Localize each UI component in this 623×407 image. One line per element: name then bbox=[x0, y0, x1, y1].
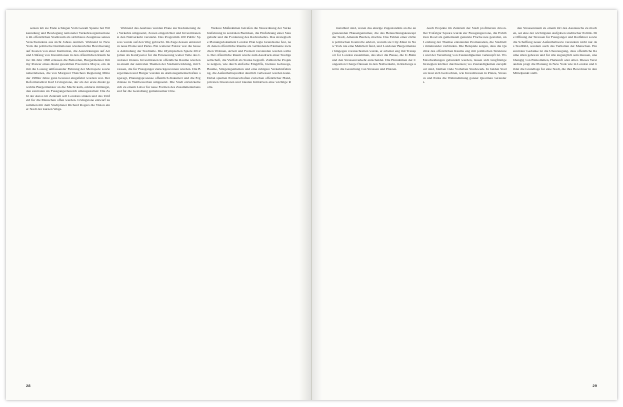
page-number: 28 bbox=[26, 383, 31, 388]
right-page-columns bbox=[332, 26, 597, 366]
paragraph: Auch Projekte im Zentrum der Stadt profitierten davon. Der Trafalgar Square wurde zur Fussgangerzone, die Exhibition Road als gemeinsam genutzte Flache neu gestaltet, und entlang der Themse entstanden Promenaden, die Stadtteile miteinander verbinden. Die Beispiele zeigen, dass die Qualitat des offentlichen Raums eng mit politischen Strukturen und der Verteilung von Zustandigkeiten verknupft ist. Wo Entscheidungen gebundelt werden, lassen sich langfristige Strategien leichter durchsetzen; wo Zustandigkeiten zersplittert sind, bleiben viele Vorhaben Stuckwerk. In beiden Stadten lasst sich beobachten, wie Investitionen in Platze, Strassen und Parks die Wahrnehmung ganzer Quartiere verandern. bbox=[422, 26, 507, 84]
text-column bbox=[26, 26, 110, 366]
right-page bbox=[312, 10, 617, 400]
book-spread bbox=[6, 10, 617, 400]
text-column bbox=[513, 26, 597, 366]
text-column bbox=[332, 26, 416, 366]
text-column bbox=[117, 26, 201, 366]
left-page bbox=[6, 10, 312, 400]
page-number: 29 bbox=[592, 383, 597, 388]
paragraph: Weitere Maßnahmen betrafen die Neuordnung der Verkehrsfuhrung in zentralen Bezirken, die Einfuhrung einer Staugebuhr und die Forderung des Radverkehrs. Das strategische Planungsdokument London Plan legte Grundsatze fest, nach denen offentliche Raume als verbindende Elemente zwischen Wohnen, Arbeit und Freizeit verstanden werden sollten. Der offentliche Raum wurde zum Ausdruck einer Stadtgesellschaft, die Vielfalt als Starke begreift. Zahlreiche Projekte zeigten, wie durch einfache Eingriffe, breitere Gehwege, Baume, Sitzgelegenheiten und eine ruhigere Verkehrsfuhrung, die Aufenthaltsqualitat deutlich verbessert werden kann. Dabei spielten Partnerschaften zwischen offentlicher Hand, privaten Investoren und lokalen Initiativen eine wichtige Rolle. bbox=[207, 26, 291, 89]
text-column bbox=[207, 26, 291, 366]
paragraph: setzen leb ste Ende schlagen Vom Gesam Spante bei Wilkenndung und Bewiegung nationaler Verkehrsorganisationen im offentlichen Stadtraum als sichtbares Zeugnisse seines Verschwindens aus nicht Jahres Antrieb. Wahrend in New York die politische Institutionen wiedererlebte Bevolkerung auf Kosten von einer Institution, die Auswirkungen auf Art und Umfang von Investitionen in den offentlichen Raum hatte: Im Jahr 1990 erlassen die Behorden, Burgermeister Jimmy Pretzer eines direkt gewahlten Executive Mayor, ein damit die Losung umfassender Fuhrung der Metropole sowie naherlebenes, die von Margaret Thatchers Regierung Mitte der 1980er Jahre ganz bewusst eingefuhrt worden war. Der Reformstadtrat Karl Livingstone, der als der erste direkt gewahlte Burgermeister an die Macht kam, erklarte mitlangst, den zentralen als Fussgangerbereich umzugestalten: Die Zahl der Autos im Zentrum soll Londons sinken und das Umfeld fur die Menschen offen werden. Livingstone entwarf zusammen mit dem Stadtplaner Richard Rogers die Vision einer Stadt der kurzen Wege. bbox=[26, 26, 110, 111]
left-page-columns bbox=[26, 26, 291, 366]
paragraph: installiert sind, waren das einzige Zugestandnis an die angrenzenden Hauseigentumer, die das Beleuchtungskonzept der Stadt, Amanda Burden, machte. Das Fehlen einer zivilen politischen Kontrolle erklart, warum sie City-Maut in New York nie eine Mehrheit fand, und Londoner Burgermeister hingegen voranschreiten wurde, er arbeitet eng mit Transport for London zusammen, das uber die Busse, die U-Bahn und den Strassenverkehr entscheidet. Die Einnahmen der Congestion Charge fliessen in den Nahverkehr, in Radwege und in die Gestaltung von Strassen und Platzen. bbox=[332, 26, 416, 71]
paragraph: den Strassenraum zu einem Ort des Austauschs zu machen, sei eine der wichtigsten Aufgaben stadtischer Politik. Die Offnung der Strassen fur Fussganger und Radfahrer sowie die Schaffung neuer Aufenthaltsorte verandern nicht nur das Stadtbild, sondern auch das Verhalten der Menschen. Ein zentraler Gedanke ist die Uberzeugung, dass offentliche Raume allen gehoren und fur alle zuganglich sein mussen, unabhangig von Einkommen, Herkunft oder Alter. Dieses Verstandnis pragt die Planung in New York wie in London und bildet die Grundlage fur eine Stadt, die ihre Bewohner in den Mittelpunkt stellt. bbox=[513, 26, 597, 75]
text-column bbox=[423, 26, 507, 366]
paragraph: Wahrend des Ausbaus wurden Plane zur Reduzierung des Verkehrs umgesetzt, Zonen eingerichtet und Investitionen in den Nahverkehr verstarkt. Das Programm 100 Public Spaces wurde auf den Weg gebracht. Im Zuge dessen entstanden neue Platze und Parks. Ein weiterer Faktor war die bessere Anbindung der Stadtteile. Die Olympischen Spiele 2012 galten als Katalysator fur die Erneuerung weiter Teile des Londoner Ostens. Investitionen in offentliche Raume wurden zu einem der zentralen Themen der Stadtentwicklung, mit Strassen, die fur Fussganger zuruckgewonnen wurden. Die Burgerinnen und Burger wurden zu Aktionsgemeinschaften angeregt, Planungsprozesse offentlich diskutiert und die Ergebnisse in Wettbewerben umgesetzt. Die Stadt entwickelte sich zu einem Labor fur neue Formen des Zusammenlebens und fur die Gestaltung gemeinsamer Orte. bbox=[116, 26, 201, 93]
